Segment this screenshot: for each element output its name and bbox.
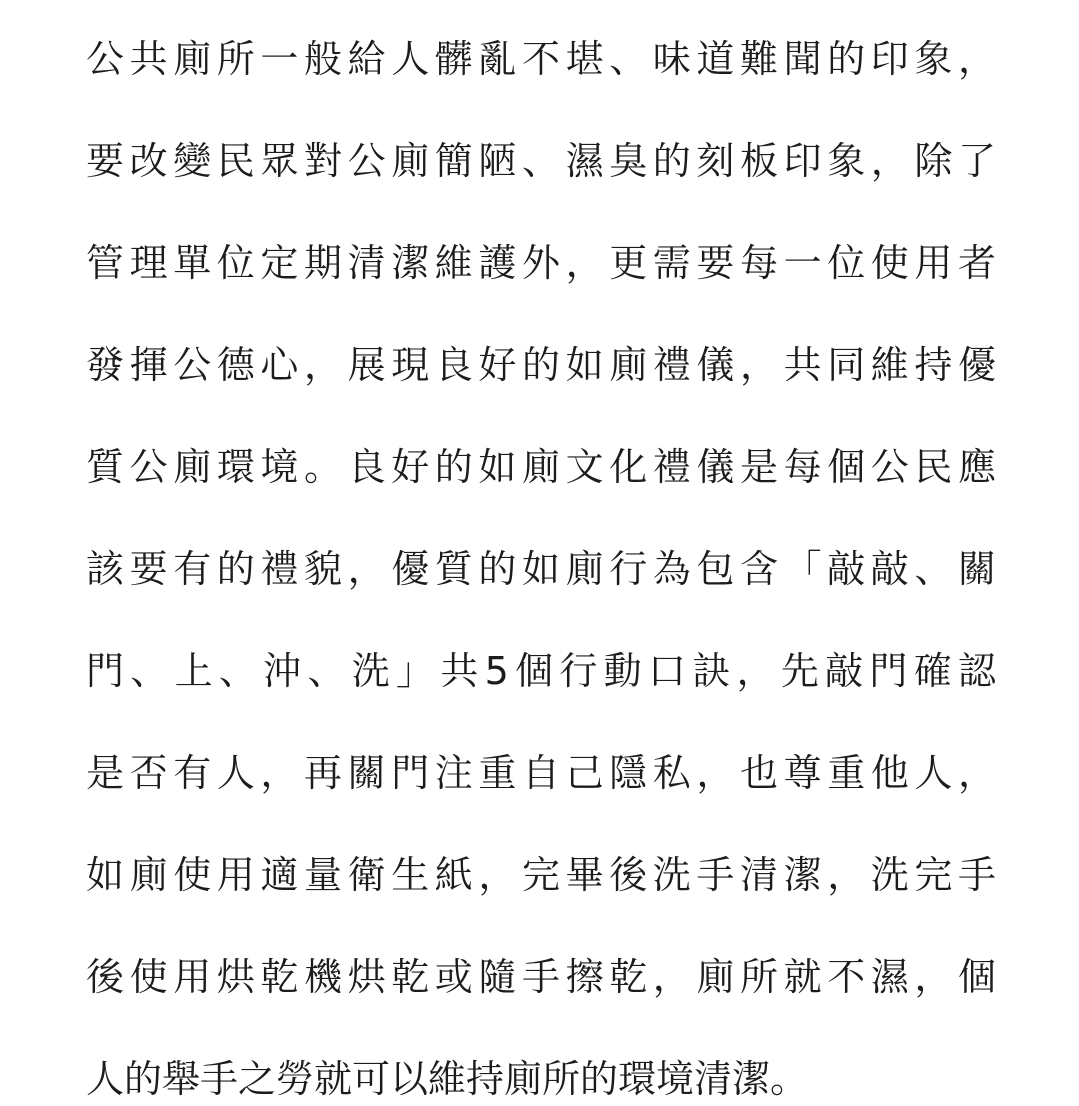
paragraph-line-5: 質公廁環境。良好的如廁文化禮儀是每個公民應 xyxy=(86,445,996,489)
paragraph-line-8: 是否有人，再關門注重自己隱私，也尊重他人， xyxy=(86,751,996,795)
paragraph-line-11: 人的舉手之勞就可以維持廁所的環境清潔。 xyxy=(86,1057,809,1101)
paragraph-line-6: 該要有的禮貌，優質的如廁行為包含「敲敲、關 xyxy=(86,547,996,591)
paragraph-line-7: 門、上、沖、洗」共5個行動口訣，先敲門確認 xyxy=(86,649,996,693)
paragraph-line-4: 發揮公德心，展現良好的如廁禮儀，共同維持優 xyxy=(86,343,996,387)
paragraph-line-9: 如廁使用適量衛生紙，完畢後洗手清潔，洗完手 xyxy=(86,853,996,897)
article-body xyxy=(86,8,996,1106)
paragraph-line-2: 要改變民眾對公廁簡陋、濕臭的刻板印象，除了 xyxy=(86,139,996,183)
paragraph-line-1: 公共廁所一般給人髒亂不堪、味道難聞的印象， xyxy=(86,37,996,81)
paragraph-line-10: 後使用烘乾機烘乾或隨手擦乾，廁所就不濕，個 xyxy=(86,955,996,999)
paragraph-line-3: 管理單位定期清潔維護外，更需要每一位使用者 xyxy=(86,241,996,285)
